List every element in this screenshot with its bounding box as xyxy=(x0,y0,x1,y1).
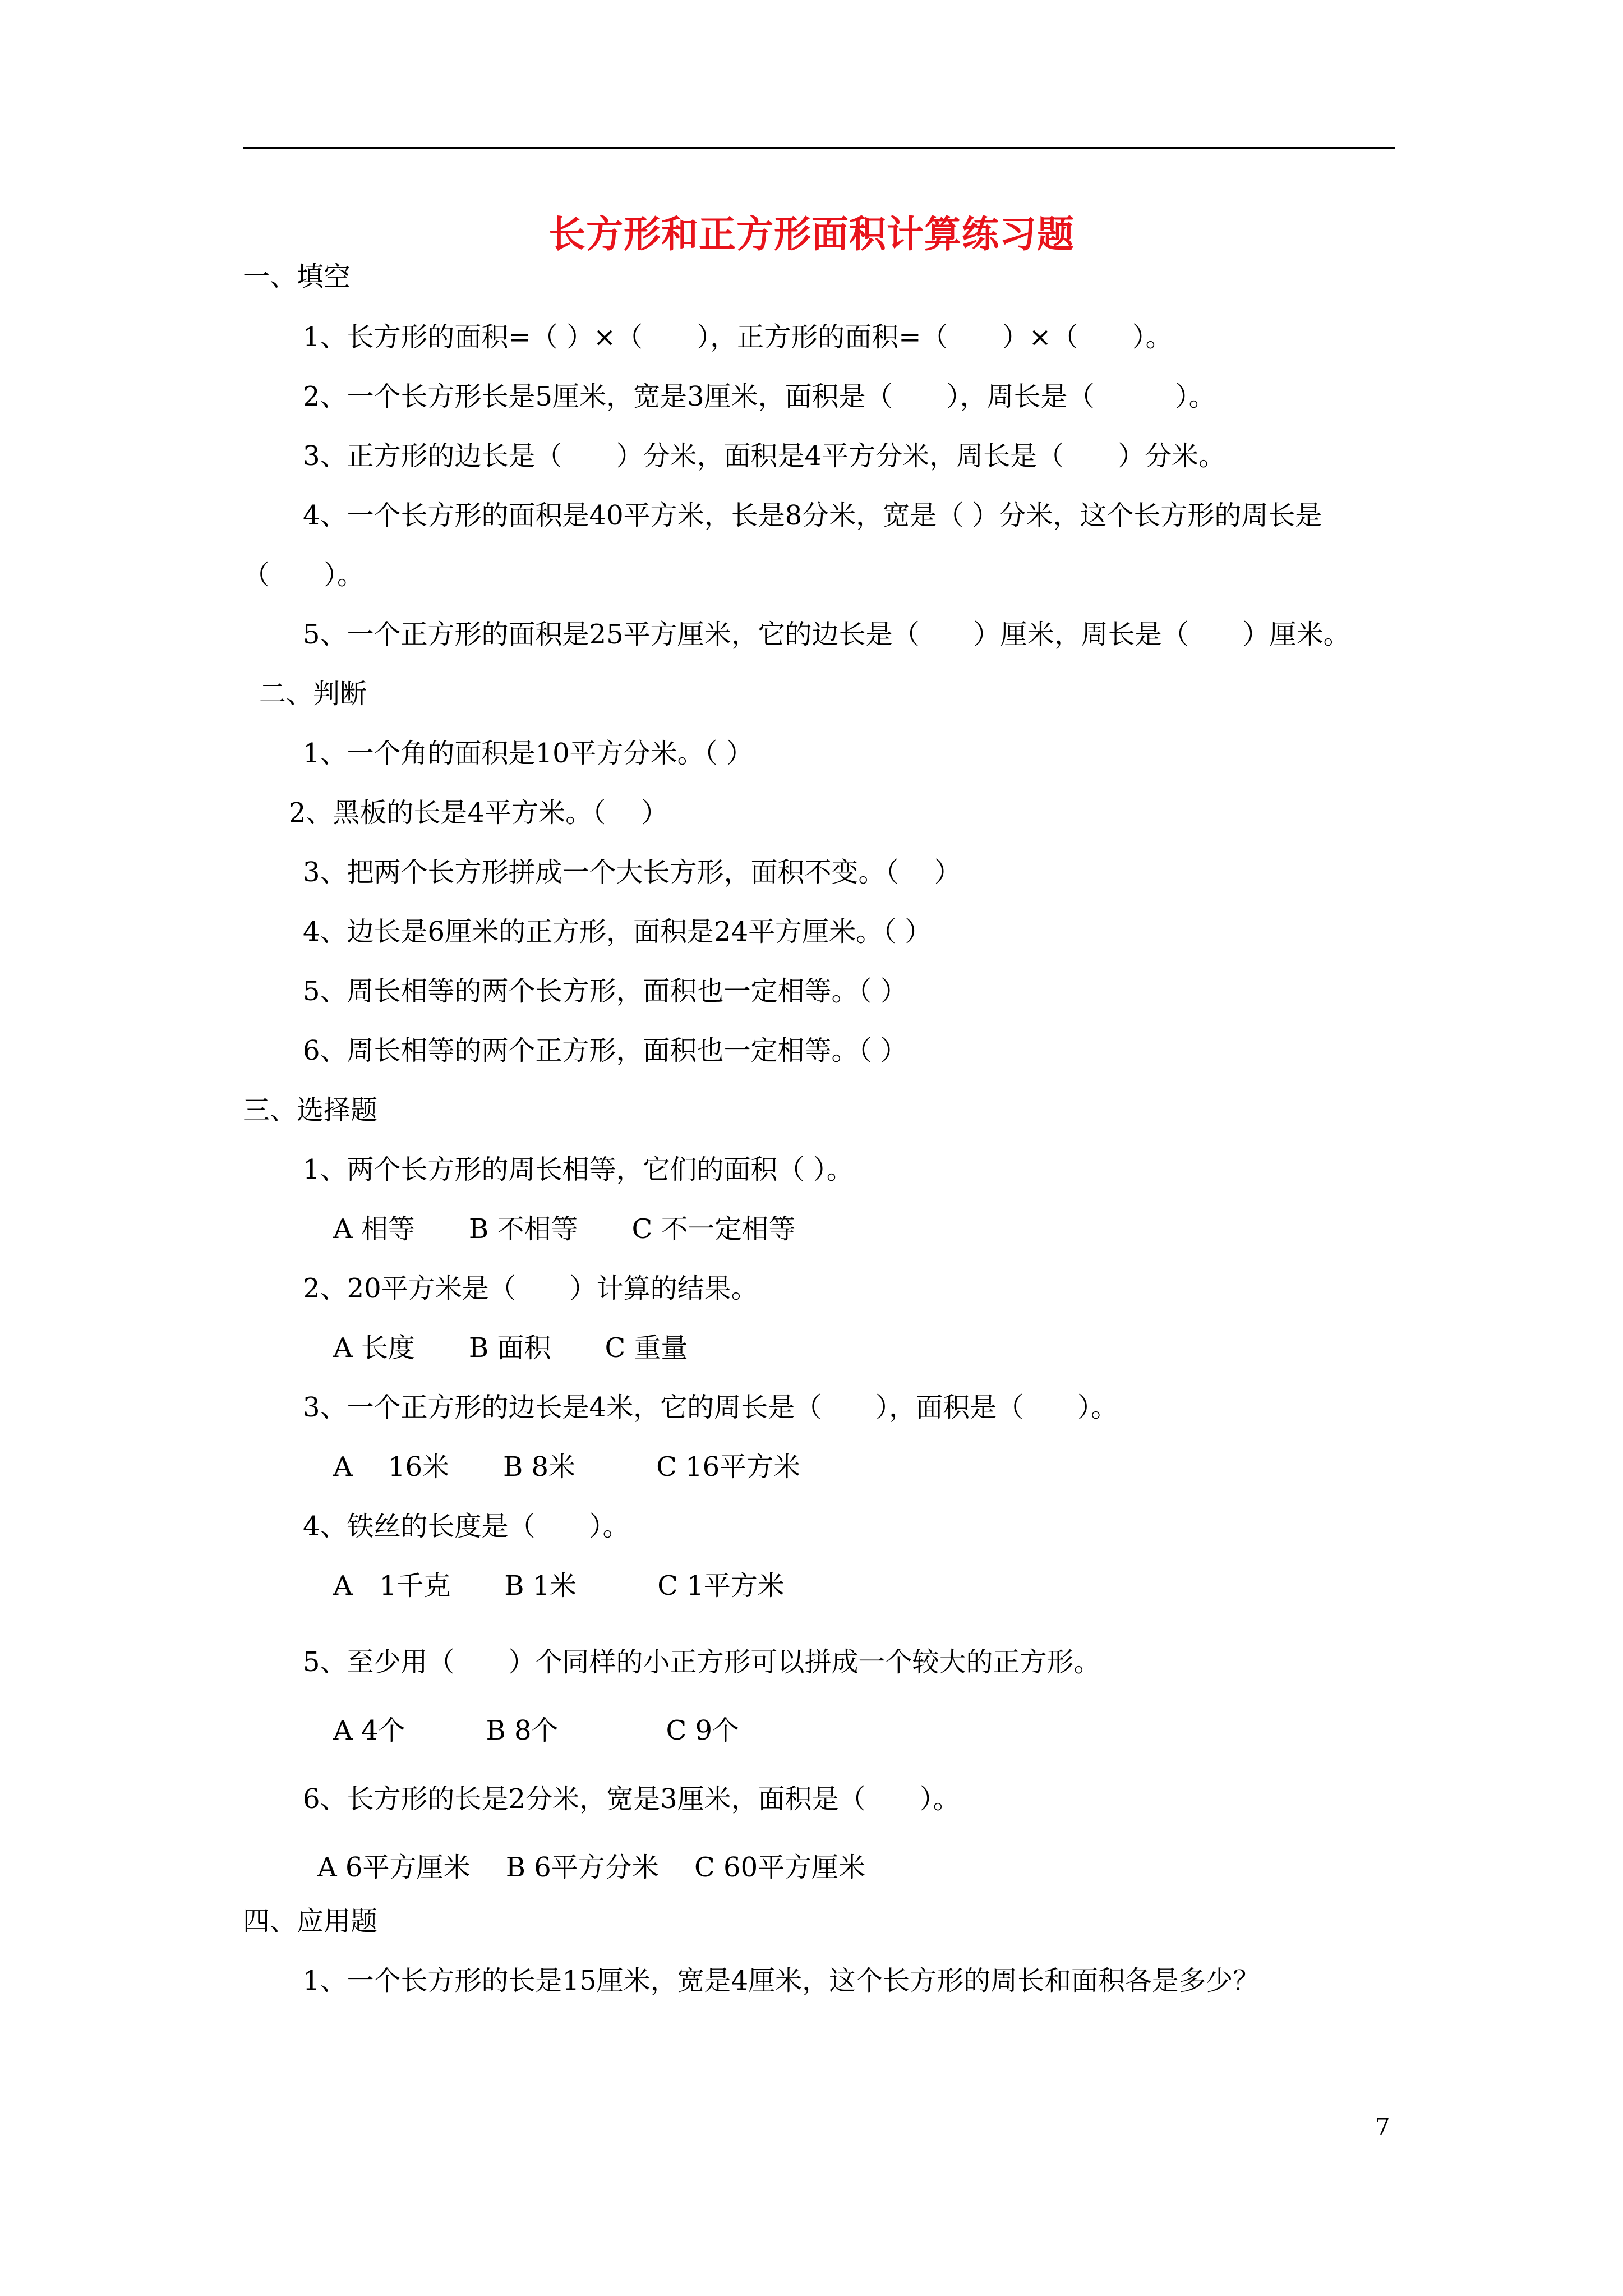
section-heading-apply: 四、应用题 xyxy=(243,1906,378,1937)
judge-question-2: 2、黑板的长是4平方米。（ ） xyxy=(289,797,668,829)
choice-options-2: A 长度 B 面积 C 重量 xyxy=(333,1332,688,1364)
choice-question-2: 2、20平方米是（ ）计算的结果。 xyxy=(303,1273,758,1304)
section-heading-choice: 三、选择题 xyxy=(243,1094,378,1126)
page-number: 7 xyxy=(1375,2113,1390,2141)
fill-question-4-continued: （ ）。 xyxy=(243,559,365,591)
choice-question-1: 1、两个长方形的周长相等，它们的面积（ ）。 xyxy=(303,1154,854,1185)
section-heading-fill: 一、填空 xyxy=(243,261,351,292)
choice-options-5: A 4个 B 8个 C 9个 xyxy=(333,1715,740,1746)
apply-question-1: 1、一个长方形的长是15厘米，宽是4厘米，这个长方形的周长和面积各是多少？ xyxy=(303,1965,1260,1996)
page-title: 长方形和正方形面积计算练习题 xyxy=(548,212,1075,256)
judge-question-6: 6、周长相等的两个正方形，面积也一定相等。（ ） xyxy=(303,1035,907,1066)
fill-question-2: 2、一个长方形长是5厘米，宽是3厘米，面积是（ ），周长是（ ）。 xyxy=(303,381,1216,412)
choice-options-1: A 相等 B 不相等 C 不一定相等 xyxy=(333,1213,796,1245)
section-heading-judge: 二、判断 xyxy=(259,678,367,710)
fill-question-1: 1、长方形的面积=（ ）×（ ），正方形的面积=（ ）×（ ）。 xyxy=(303,321,1173,353)
judge-question-3: 3、把两个长方形拼成一个大长方形，面积不变。（ ） xyxy=(303,857,961,888)
choice-question-3: 3、一个正方形的边长是4米，它的周长是（ ），面积是（ ）。 xyxy=(303,1392,1118,1423)
judge-question-5: 5、周长相等的两个长方形，面积也一定相等。（ ） xyxy=(303,976,907,1007)
judge-question-4: 4、边长是6厘米的正方形，面积是24平方厘米。（ ） xyxy=(303,916,932,947)
choice-options-6: A 6平方厘米 B 6平方分米 C 60平方厘米 xyxy=(317,1852,866,1883)
judge-question-1: 1、一个角的面积是10平方分米。（ ） xyxy=(303,738,753,769)
choice-question-6: 6、长方形的长是2分米，宽是3厘米，面积是（ ）。 xyxy=(303,1783,960,1815)
choice-options-4: A 1千克 B 1米 C 1平方米 xyxy=(333,1570,785,1602)
fill-question-4: 4、一个长方形的面积是40平方米，长是8分米，宽是（ ）分米，这个长方形的周长是 xyxy=(303,500,1322,531)
choice-options-3: A 16米 B 8米 C 16平方米 xyxy=(333,1451,801,1483)
choice-question-4: 4、铁丝的长度是（ ）。 xyxy=(303,1511,630,1542)
fill-question-5: 5、一个正方形的面积是25平方厘米，它的边长是（ ）厘米，周长是（ ）厘米。 xyxy=(303,619,1350,650)
header-rule xyxy=(243,147,1395,149)
fill-question-3: 3、正方形的边长是（ ）分米，面积是4平方分米，周长是（ ）分米。 xyxy=(303,440,1226,472)
choice-question-5: 5、至少用（ ）个同样的小正方形可以拼成一个较大的正方形。 xyxy=(303,1646,1101,1678)
